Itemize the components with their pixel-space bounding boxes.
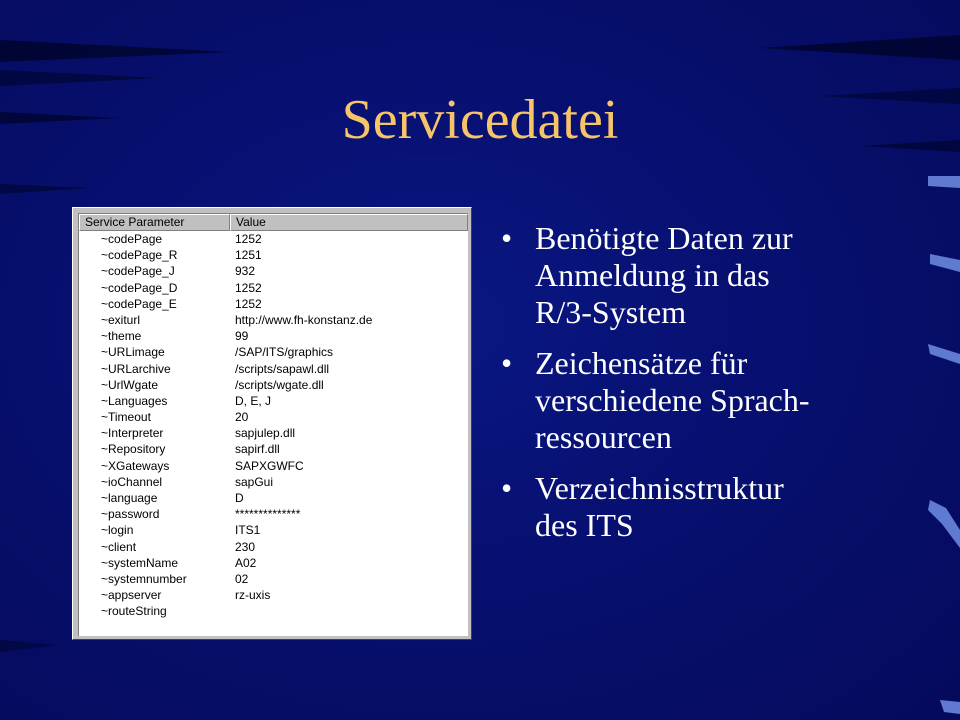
column-header-value[interactable]: Value [230, 214, 468, 231]
parameter-name: ~systemName [101, 555, 179, 570]
table-row[interactable] [79, 474, 468, 490]
parameter-value: 20 [235, 410, 249, 425]
table-row[interactable] [79, 522, 468, 538]
table-row[interactable] [79, 555, 468, 571]
parameter-name: ~codePage_R [101, 248, 178, 263]
service-parameter-table [72, 207, 472, 640]
parameter-value: A02 [235, 555, 257, 570]
parameter-value: sapjulep.dll [235, 426, 296, 441]
parameter-value: 1252 [235, 280, 262, 295]
table-row[interactable] [79, 490, 468, 506]
table-row[interactable] [79, 393, 468, 409]
parameter-name: ~ioChannel [101, 474, 163, 489]
parameter-name: ~language [101, 491, 158, 505]
parameter-value: http://www.fh-konstanz.de [235, 312, 373, 327]
parameter-value: 99 [235, 329, 249, 344]
bullet-line: des ITS [535, 507, 634, 543]
bullet-line: Zeichensätze für [535, 345, 748, 381]
parameter-name: ~theme [101, 329, 142, 344]
parameter-name: ~codePage [101, 232, 163, 246]
parameter-name: ~Repository [101, 442, 166, 457]
table-row[interactable] [79, 603, 468, 619]
bullet-line: ressourcen [535, 419, 672, 455]
parameter-value: /scripts/sapawl.dll [235, 361, 330, 376]
table-row[interactable] [79, 312, 468, 328]
parameter-value: sapGui [235, 474, 274, 489]
table-row[interactable] [79, 587, 468, 603]
slide-title: Servicedatei [341, 89, 619, 151]
parameter-value: 230 [235, 539, 256, 554]
parameter-value: D [235, 491, 244, 505]
parameter-name: ~codePage_E [101, 296, 177, 311]
bullet-marker: • [501, 220, 513, 256]
bullet-line: Anmeldung in das [535, 257, 770, 293]
table-row[interactable] [79, 571, 468, 587]
table-row[interactable] [79, 247, 468, 263]
parameter-name: ~routeString [101, 604, 167, 619]
parameter-value: D, E, J [235, 393, 272, 408]
bullet-item [497, 345, 937, 456]
table-view [78, 213, 468, 636]
table-row[interactable] [79, 280, 468, 296]
parameter-name: ~URLarchive [101, 361, 171, 376]
bullet-item [497, 220, 937, 331]
parameter-name: ~Interpreter [101, 426, 164, 441]
parameter-name: ~password [101, 507, 160, 522]
parameter-name: ~systemnumber [101, 571, 187, 586]
bullet-marker: • [501, 470, 513, 506]
table-row[interactable] [79, 263, 468, 279]
bullet-line: Verzeichnisstruktur [535, 470, 784, 506]
parameter-value: sapirf.dll [235, 442, 280, 457]
bullet-marker: • [501, 345, 513, 381]
table-header [79, 214, 468, 231]
table-row[interactable] [79, 344, 468, 360]
parameter-value: 1251 [235, 248, 262, 263]
parameter-name: ~XGateways [101, 458, 170, 473]
parameter-name: ~URLimage [101, 345, 165, 360]
table-row[interactable] [79, 296, 468, 312]
table-row[interactable] [79, 409, 468, 425]
parameter-value: 1252 [235, 232, 262, 246]
parameter-value: ITS1 [235, 523, 261, 538]
table-row[interactable] [79, 231, 468, 247]
table-row[interactable] [79, 458, 468, 474]
table-row[interactable] [79, 539, 468, 555]
table-row[interactable] [79, 506, 468, 522]
parameter-value: /SAP/ITS/graphics [235, 345, 334, 360]
parameter-value: rz-uxis [235, 588, 271, 603]
bullet-list [497, 220, 937, 558]
table-row[interactable] [79, 361, 468, 377]
parameter-value: 1252 [235, 296, 262, 311]
parameter-name: ~Languages [101, 393, 168, 408]
parameter-name: ~login [101, 523, 134, 538]
bullet-line: Benötigte Daten zur [535, 220, 793, 256]
parameter-value: /scripts/wgate.dll [235, 377, 324, 392]
column-header-service-parameter[interactable]: Service Parameter [79, 214, 230, 231]
table-body [79, 231, 468, 620]
parameter-value: 932 [235, 264, 256, 279]
parameter-name: ~exiturl [101, 312, 141, 327]
parameter-value: 02 [235, 571, 249, 586]
parameter-name: ~appserver [101, 588, 162, 603]
bullet-line: verschiedene Sprach- [535, 382, 810, 418]
table-row[interactable] [79, 328, 468, 344]
bullet-line: R/3-System [535, 294, 687, 330]
parameter-name: ~codePage_J [101, 264, 175, 279]
table-row[interactable] [79, 441, 468, 457]
parameter-name: ~UrlWgate [101, 377, 159, 392]
parameter-value: SAPXGWFC [235, 458, 304, 473]
parameter-value: ************** [235, 507, 301, 522]
parameter-name: ~codePage_D [101, 280, 178, 295]
bullet-item [497, 470, 937, 544]
table-row[interactable] [79, 377, 468, 393]
parameter-name: ~Timeout [101, 410, 151, 425]
parameter-name: ~client [101, 539, 137, 554]
parameter-value [230, 603, 235, 619]
table-row[interactable] [79, 425, 468, 441]
